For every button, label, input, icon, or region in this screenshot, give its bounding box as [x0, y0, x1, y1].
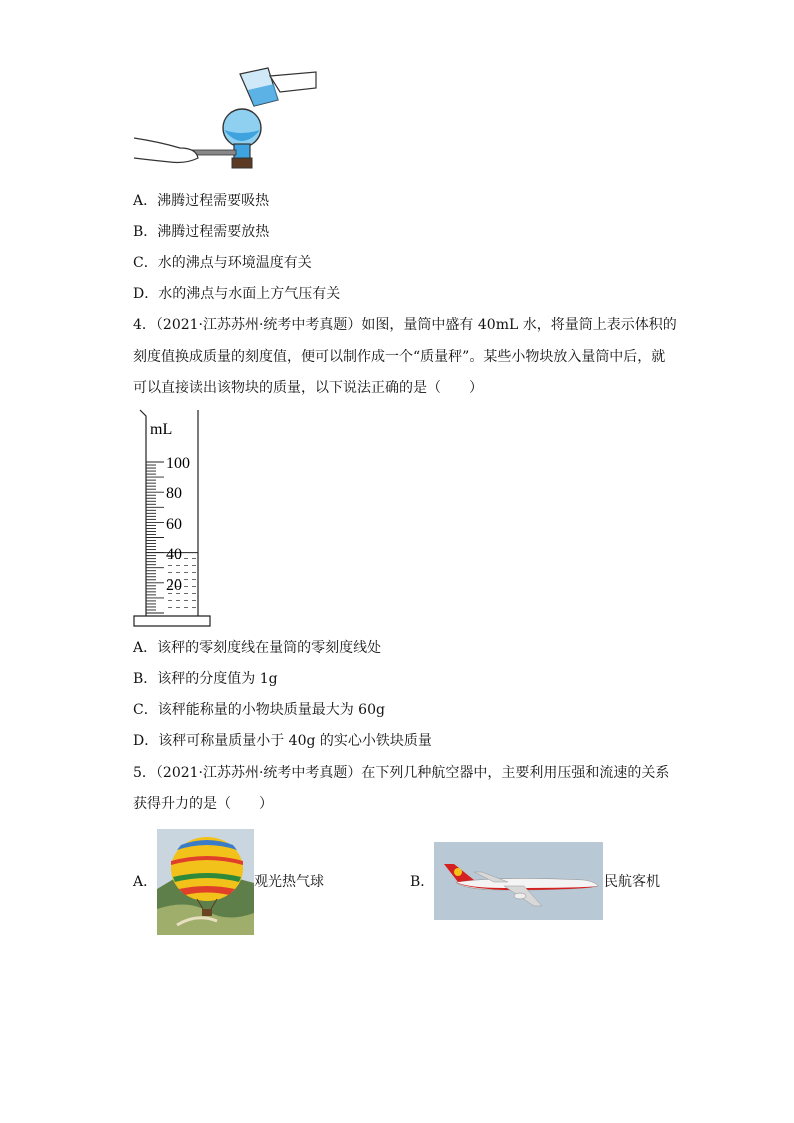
tick-label-80: 80 [166, 485, 182, 502]
q4-option-b: B．该秤的分度值为 1g [133, 671, 278, 687]
q5-option-b-label: 民航客机 [604, 874, 660, 890]
q5-stem-line-2: 获得升力的是（ ） [133, 796, 273, 812]
q4-stem-line-2: 刻度值换成质量的刻度值，便可以制作成一个“质量秤”。某些小物块放入量筒中后，就 [133, 349, 666, 365]
pouring-beaker [240, 68, 316, 106]
tick-label-100: 100 [166, 455, 190, 472]
q3-option-b: B．沸腾过程需要放热 [133, 224, 270, 240]
balloon-basket [202, 909, 212, 916]
q3-option-d: D．水的沸点与水面上方气压有关 [133, 286, 341, 302]
tick-label-20: 20 [166, 577, 182, 594]
q4-stem-line-3: 可以直接读出该物块的质量，以下说法正确的是（ ） [133, 380, 483, 396]
tick-label-60: 60 [166, 516, 182, 533]
cylinder-base [134, 616, 210, 626]
cylinder-left-wall [140, 410, 146, 616]
q5-stem-line-1: 5．（2021·江苏苏州·统考中考真题）在下列几种航空器中，主要利用压强和流速的关系 [133, 765, 670, 781]
graduated-cylinder-figure [132, 408, 222, 628]
q4-stem-line-1: 4．（2021·江苏苏州·统考中考真题）如图，量筒中盛有 40mL 水，将量筒上表示体积的 [133, 317, 677, 333]
cylinder-unit: mL [150, 421, 173, 438]
tick-label-40: 40 [166, 546, 182, 563]
q5-option-b-letter: B． [410, 874, 435, 890]
q4-option-a: A．该秤的零刻度线在量筒的零刻度线处 [133, 640, 382, 656]
holding-hand [134, 138, 236, 163]
q4-option-c: C．该秤能称量的小物块质量最大为 60g [133, 702, 385, 718]
round-flask [223, 109, 261, 168]
airliner-photo [434, 842, 603, 920]
q5-option-a-label: 观光热气球 [254, 874, 324, 890]
q3-option-a: A．沸腾过程需要吸热 [133, 193, 270, 209]
flask-experiment-figure [130, 62, 330, 174]
q3-option-c: C．水的沸点与环境温度有关 [133, 255, 312, 271]
q5-option-a-letter: A． [133, 874, 158, 890]
balloon-envelope [171, 837, 243, 901]
hot-air-balloon-photo [157, 829, 254, 935]
q4-option-d: D．该秤可称量质量小于 40g 的实心小铁块质量 [133, 733, 432, 749]
